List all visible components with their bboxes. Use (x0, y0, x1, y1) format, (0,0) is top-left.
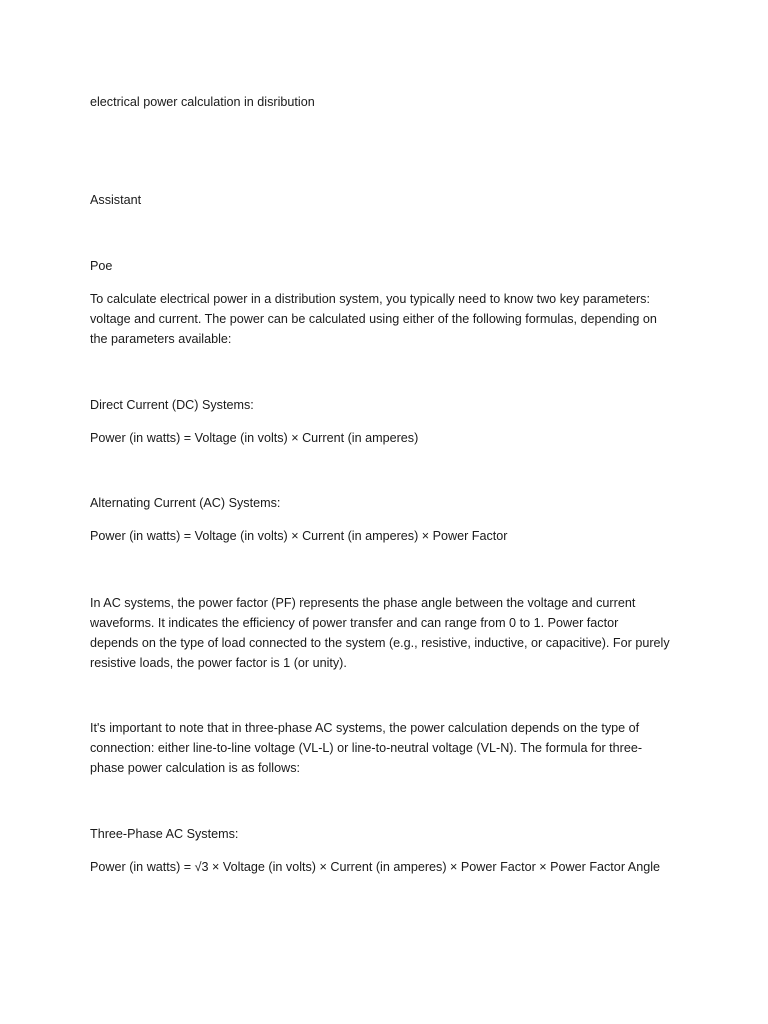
pf-line: In AC systems, the power factor (PF) represents the phase angle between the voltage and current (90, 596, 636, 610)
pf-line: waveforms. It indicates the efficiency of power transfer and can range from 0 to 1. Power factor (90, 616, 619, 630)
pf-line: depends on the type of load connected to the system (e.g., resistive, inductive, or capacitive). For purely (90, 636, 670, 650)
speaker-label-poe: Poe (90, 259, 113, 273)
pf-line: resistive loads, the power factor is 1 (or unity). (90, 656, 347, 670)
intro-line: the parameters available: (90, 332, 232, 346)
note-line: connection: either line-to-line voltage (VL-L) or line-to-neutral voltage (VL-N). The formula for three- (90, 741, 643, 755)
note-line: phase power calculation is as follows: (90, 761, 301, 775)
dc-heading: Direct Current (DC) Systems: (90, 398, 254, 412)
note-line: It's important to note that in three-phase AC systems, the power calculation depends on the type of (90, 721, 640, 735)
power-factor-paragraph (90, 593, 690, 673)
intro-line: voltage and current. The power can be calculated using either of the following formulas, depending on (90, 312, 657, 326)
ac-heading: Alternating Current (AC) Systems: (90, 496, 281, 510)
intro-paragraph (90, 289, 690, 349)
dc-formula: Power (in watts) = Voltage (in volts) × Current (in amperes) (90, 431, 419, 445)
ac-formula: Power (in watts) = Voltage (in volts) × Current (in amperes) × Power Factor (90, 529, 508, 543)
three-phase-formula: Power (in watts) = √3 × Voltage (in volts) × Current (in amperes) × Power Factor × Power Factor Angle (90, 860, 661, 874)
three-phase-note-paragraph (90, 718, 690, 778)
document-title: electrical power calculation in disribution (90, 95, 315, 109)
speaker-label-assistant: Assistant (90, 193, 142, 207)
three-phase-heading: Three-Phase AC Systems: (90, 827, 239, 841)
intro-line: To calculate electrical power in a distribution system, you typically need to know two key parameters: (90, 292, 650, 306)
